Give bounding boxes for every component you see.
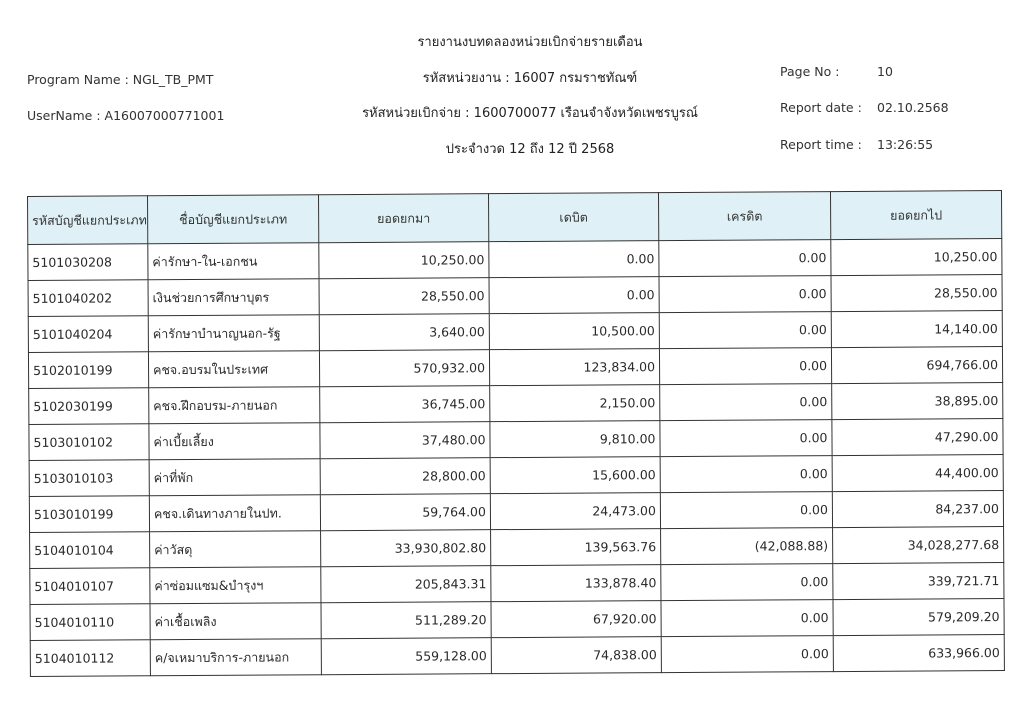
cell-opening-balance: 10,250.00 — [319, 242, 489, 279]
cell-account-name: เงินช่วยการศึกษาบุตร — [148, 279, 319, 316]
cell-account-code: 5103010103 — [29, 460, 149, 497]
cell-opening-balance: 559,128.00 — [321, 638, 491, 675]
report-period: ประจำงวด 12 ถึง 12 ปี 2568 — [445, 142, 615, 157]
table-row — [29, 455, 1003, 497]
report-date-label: Report date : — [780, 100, 862, 115]
table-header-row — [28, 191, 1002, 245]
cell-opening-balance: 33,930,802.80 — [321, 530, 491, 567]
cell-opening-balance: 570,932.00 — [319, 350, 489, 387]
cell-account-name: ค/จเหมาบริการ-ภายนอก — [150, 639, 321, 676]
cell-account-code: 5103010102 — [29, 424, 149, 461]
cell-credit: 0.00 — [659, 240, 831, 277]
cell-account-name: ค่ารักษาบำนาญนอก-รัฐ — [148, 315, 319, 352]
cell-debit: 74,838.00 — [491, 637, 661, 674]
cell-closing-balance: 47,290.00 — [832, 419, 1003, 456]
cell-account-name: คชจ.เดินทางภายในปท. — [149, 495, 320, 532]
cell-opening-balance: 28,550.00 — [319, 278, 489, 315]
cell-account-code: 5101040204 — [28, 316, 148, 353]
cell-credit: 0.00 — [660, 456, 832, 493]
cell-closing-balance: 579,209.20 — [833, 599, 1004, 636]
cell-closing-balance: 694,766.00 — [831, 347, 1002, 384]
cell-closing-balance: 633,966.00 — [833, 635, 1004, 672]
trial-balance-table — [27, 190, 1005, 677]
report-date: 02.10.2568 — [877, 100, 949, 115]
cell-debit: 2,150.00 — [490, 385, 660, 422]
table-row — [30, 563, 1004, 605]
page-no: 10 — [877, 64, 893, 79]
table-row — [30, 527, 1004, 569]
cell-opening-balance: 36,745.00 — [320, 386, 490, 423]
cell-account-name: ค่าซ่อมแซม&บำรุงฯ — [150, 567, 321, 604]
cell-account-code: 5104010112 — [30, 640, 150, 677]
cell-account-name: คชจ.ฝึกอบรม-ภายนอก — [149, 387, 320, 424]
cell-account-code: 5101040202 — [28, 280, 148, 317]
cell-account-name: คชจ.อบรมในประเทศ — [148, 351, 319, 388]
table-row — [29, 383, 1003, 425]
cell-credit: 0.00 — [659, 276, 831, 313]
cell-credit: 0.00 — [661, 636, 833, 673]
cell-account-code: 5103010199 — [29, 496, 149, 533]
col-header-account-name: ชื่อบัญชีแยกประเภท — [148, 195, 319, 244]
cell-closing-balance: 38,895.00 — [832, 383, 1003, 420]
cell-opening-balance: 59,764.00 — [320, 494, 490, 531]
cell-opening-balance: 205,843.31 — [321, 566, 491, 603]
cell-closing-balance: 10,250.00 — [831, 239, 1002, 276]
cell-closing-balance: 44,400.00 — [832, 455, 1003, 492]
cell-closing-balance: 34,028,277.68 — [833, 527, 1004, 564]
table-row — [29, 491, 1003, 533]
cell-account-code: 5102030199 — [29, 388, 149, 425]
cell-opening-balance: 511,289.20 — [321, 602, 491, 639]
table-row — [28, 275, 1002, 317]
cell-account-name: ค่ารักษา-ใน-เอกชน — [148, 243, 319, 280]
table-row — [30, 635, 1004, 677]
disbursing-unit: รหัสหน่วยเบิกจ่าย : 1600700077 เรือนจำจังหวัดเพชรบูรณ์ — [362, 106, 698, 121]
cell-opening-balance: 3,640.00 — [319, 314, 489, 351]
cell-account-code: 5102010199 — [28, 352, 148, 389]
cell-debit: 67,920.00 — [491, 601, 661, 638]
cell-credit: 0.00 — [660, 492, 832, 529]
cell-account-name: ค่าเชื้อเพลิง — [150, 603, 321, 640]
cell-debit: 123,834.00 — [489, 349, 659, 386]
cell-debit: 139,563.76 — [491, 529, 661, 566]
col-header-credit: เครดิต — [658, 192, 830, 241]
cell-closing-balance: 339,721.71 — [833, 563, 1004, 600]
agency-code: รหัสหน่วยงาน : 16007 กรมราชทัณฑ์ — [422, 71, 638, 86]
cell-account-name: ค่าที่พัก — [149, 459, 320, 496]
col-header-debit: เดบิต — [488, 193, 658, 242]
cell-debit: 10,500.00 — [489, 313, 659, 350]
cell-credit: 0.00 — [660, 420, 832, 457]
cell-debit: 24,473.00 — [490, 493, 660, 530]
report-time-label: Report time : — [780, 137, 862, 152]
program-name: Program Name : NGL_TB_PMT — [27, 72, 214, 87]
user-name: UserName : A16007000771001 — [27, 108, 225, 123]
cell-closing-balance: 84,237.00 — [832, 491, 1003, 528]
col-header-opening-balance: ยอดยกมา — [318, 194, 488, 243]
table-row — [30, 599, 1004, 641]
cell-credit: 0.00 — [659, 312, 831, 349]
cell-account-code: 5104010104 — [30, 532, 150, 569]
cell-debit: 15,600.00 — [490, 457, 660, 494]
cell-debit: 0.00 — [489, 241, 659, 278]
table-row — [29, 419, 1003, 461]
cell-credit: 0.00 — [660, 384, 832, 421]
table-row — [28, 239, 1002, 281]
cell-debit: 9,810.00 — [490, 421, 660, 458]
cell-closing-balance: 14,140.00 — [831, 311, 1002, 348]
cell-account-code: 5104010110 — [30, 604, 150, 641]
cell-debit: 0.00 — [489, 277, 659, 314]
cell-opening-balance: 28,800.00 — [320, 458, 490, 495]
col-header-closing-balance: ยอดยกไป — [830, 191, 1001, 240]
page-no-label: Page No : — [780, 64, 840, 79]
cell-closing-balance: 28,550.00 — [831, 275, 1002, 312]
cell-account-name: ค่าเบี้ยเลี้ยง — [149, 423, 320, 460]
cell-opening-balance: 37,480.00 — [320, 422, 490, 459]
cell-credit: (42,088.88) — [661, 528, 833, 565]
cell-credit: 0.00 — [661, 600, 833, 637]
table-row — [28, 347, 1002, 389]
report-title: รายงานงบทดลองหน่วยเบิกจ่ายรายเดือน — [417, 35, 643, 50]
col-header-account-code: รหัสบัญชีแยกประเภท — [28, 196, 148, 245]
cell-account-name: ค่าวัสดุ — [150, 531, 321, 568]
cell-credit: 0.00 — [659, 348, 831, 385]
table-row — [28, 311, 1002, 353]
cell-debit: 133,878.40 — [491, 565, 661, 602]
cell-credit: 0.00 — [661, 564, 833, 601]
report-time: 13:26:55 — [877, 137, 934, 152]
cell-account-code: 5101030208 — [28, 244, 148, 281]
cell-account-code: 5104010107 — [30, 568, 150, 605]
